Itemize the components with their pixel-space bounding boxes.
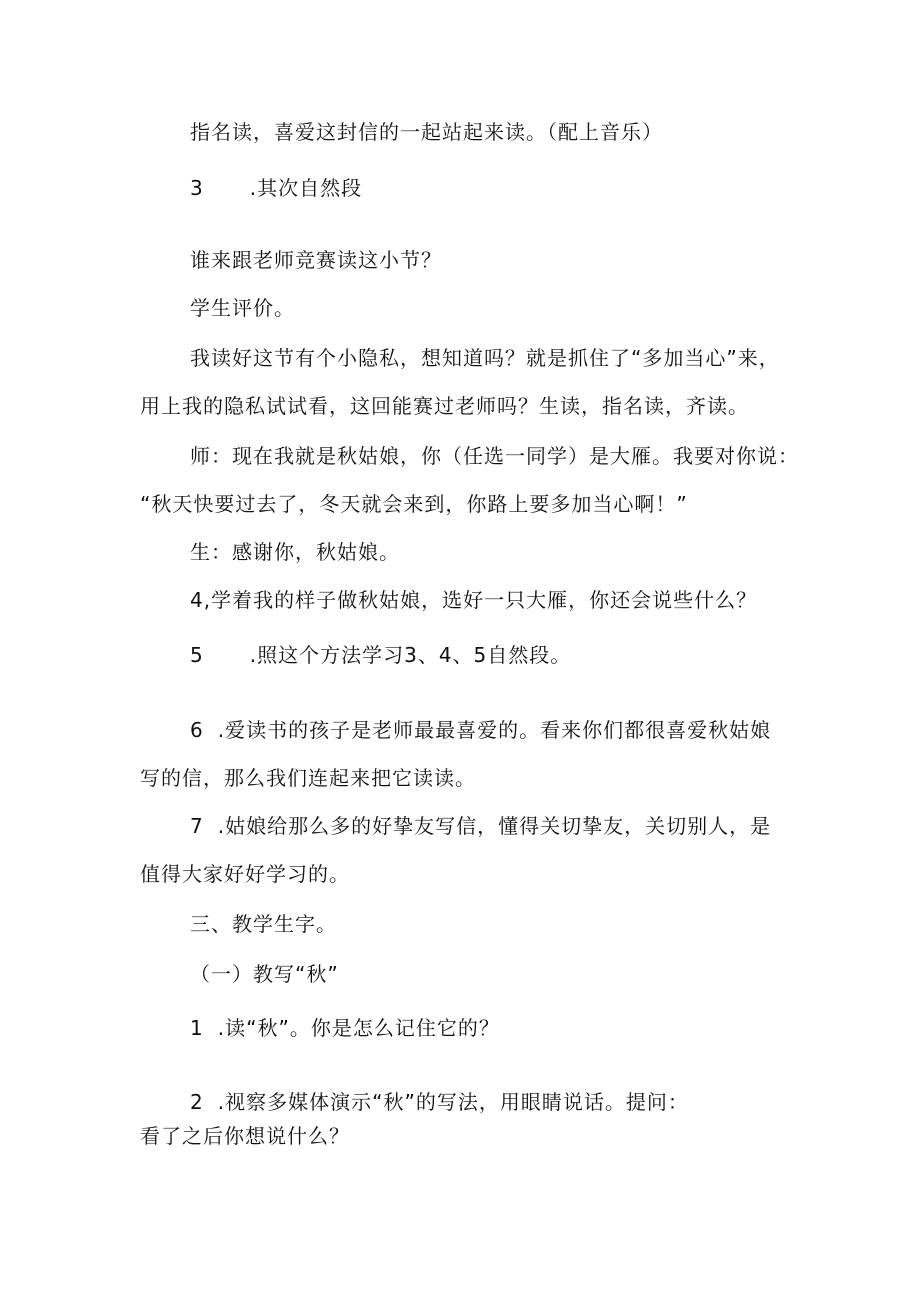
paragraph-instruction	[190, 118, 663, 146]
paragraph-student-reply	[190, 538, 400, 566]
subsection-heading-1	[190, 960, 339, 988]
step-text: .其次自然段	[249, 176, 363, 200]
text: 师：现在我就是秋姑娘，你（任选一同学）是大雁。我要对你说：	[190, 444, 799, 468]
step-number: 5	[190, 643, 204, 667]
step-text: .照这个方法学习3、4、5自然段。	[249, 643, 572, 667]
step-text: .姑娘给那么多的好挚友写信，懂得关切挚友，关切别人，是	[217, 814, 772, 838]
text: “秋天快要过去了，冬天就会来到，你路上要多加当心啊！”	[140, 492, 688, 516]
text: 三、教学生字。	[190, 912, 337, 936]
text: 写的信，那么我们连起来把它读读。	[140, 766, 476, 790]
step-6-line1	[190, 716, 771, 744]
paragraph-secret-line1	[190, 344, 780, 372]
text: 我读好这节有个小隐私，想知道吗？就是抓住了“多加当心”来，	[190, 346, 780, 370]
step-text: .视察多媒体演示“秋”的写法，用眼睛说话。提问：	[217, 1090, 689, 1114]
text: 指名读，喜爱这封信的一起站起来读。（配上音乐）	[190, 120, 663, 144]
paragraph-secret-line2	[140, 392, 749, 420]
step-4	[190, 586, 757, 614]
text: 4,学着我的样子做秋姑娘，选好一只大雁，你还会说些什么？	[190, 588, 758, 612]
text: 生：感谢你，秋姑娘。	[190, 540, 400, 564]
paragraph-teacher-line1	[190, 442, 799, 470]
text: 谁来跟老师竞赛读这小节？	[190, 248, 442, 272]
substep-2-line2	[140, 1122, 350, 1150]
step-heading-3	[190, 174, 362, 202]
step-7-line2	[140, 860, 350, 888]
paragraph-evaluation	[190, 294, 295, 322]
section-heading-3	[190, 910, 337, 938]
step-number: 6	[190, 718, 204, 742]
step-7-line1	[190, 812, 771, 840]
text: （一）教写“秋”	[190, 962, 339, 986]
step-heading-5	[190, 641, 571, 669]
paragraph-question	[190, 246, 442, 274]
text: 学生评价。	[190, 296, 295, 320]
step-number: 7	[190, 814, 204, 838]
step-6-line2	[140, 764, 476, 792]
substep-1	[190, 1014, 500, 1042]
step-number: 2	[190, 1090, 204, 1114]
text: 看了之后你想说什么？	[140, 1124, 350, 1148]
step-text: .读“秋”。你是怎么记住它的？	[217, 1016, 500, 1040]
text: 用上我的隐私试试看，这回能赛过老师吗？生读，指名读，齐读。	[140, 394, 749, 418]
paragraph-teacher-line2	[140, 490, 688, 518]
step-text: .爱读书的孩子是老师最最喜爱的。看来你们都很喜爱秋姑娘	[217, 718, 772, 742]
step-number: 3	[190, 176, 204, 200]
step-number: 1	[190, 1016, 204, 1040]
substep-2-line1	[190, 1088, 689, 1116]
text: 值得大家好好学习的。	[140, 862, 350, 886]
